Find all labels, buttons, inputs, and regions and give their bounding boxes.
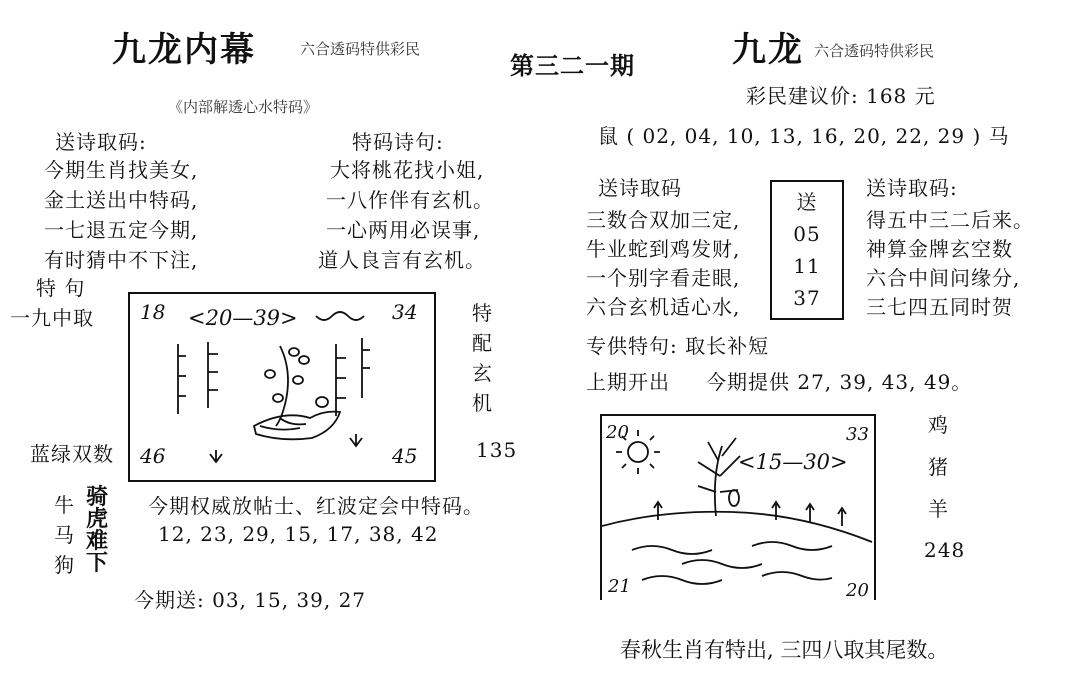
numbers-line: 12, 23, 29, 15, 17, 38, 42 (158, 522, 439, 546)
send-box-item: 送 (796, 190, 818, 214)
left-right-vertical (472, 298, 493, 418)
left-special-line: 一八作伴有玄机。 (326, 188, 494, 212)
left-poem-line: 今期生肖找美女, (44, 158, 199, 182)
animal-char: 牛 (54, 493, 75, 517)
left-box-corner: 46 (140, 444, 166, 468)
vertical-char: 特 (472, 301, 493, 325)
left-special-line: 道人良言有玄机。 (318, 248, 486, 272)
right-poem-right-line: 六合中间问缘分, (866, 266, 1021, 290)
right-title: 九龙 (732, 30, 804, 70)
left-poem-line: 一七退五定今期, (44, 218, 199, 242)
vertical-char: 配 (472, 331, 493, 355)
bold-char: 下 (86, 550, 110, 576)
send-box-item: 05 (793, 222, 821, 246)
send-box-item: 37 (793, 286, 821, 310)
right-sketch-drawing (602, 416, 874, 600)
right-box-corner: 21 (608, 576, 631, 597)
right-sketch-box (600, 414, 876, 600)
left-box-corner: 45 (392, 444, 418, 468)
left-right-number: 135 (476, 438, 518, 462)
left-special-line: 一心两用必误事, (326, 218, 481, 242)
right-poem-header-right: 送诗取码: (866, 176, 958, 200)
yijiu-label: 一九中取 (10, 306, 94, 330)
left-title-sub: 六合透码特供彩民 (300, 40, 421, 58)
right-poem-right-line: 得五中三二后来。 (866, 208, 1034, 232)
animal-char: 狗 (54, 553, 75, 577)
left-bold-column (86, 486, 109, 574)
left-subtitle: 《内部解透心水特码》 (168, 98, 319, 116)
bold-char: 虎 (86, 506, 110, 532)
right-box-corner: 33 (846, 424, 869, 445)
right-title-sub: 六合透码特供彩民 (814, 42, 935, 60)
right-box-corner: 20 (846, 580, 869, 601)
bottom-line: 春秋生肖有特出, 三四八取其尾数。 (620, 638, 949, 662)
vertical-char: 机 (472, 391, 493, 415)
issue-number: 第三二一期 (510, 51, 635, 80)
left-poem-line: 有时猜中不下注, (44, 248, 199, 272)
tejv-label: 特 句 (36, 276, 86, 300)
left-poem-header: 送诗取码: (55, 130, 147, 154)
animal-char: 马 (54, 523, 75, 547)
bold-char: 难 (86, 528, 110, 554)
animal-char: 鸡 (928, 413, 949, 437)
right-number: 248 (924, 538, 966, 562)
lanlv-label: 蓝绿双数 (30, 442, 114, 466)
send-box-item: 11 (793, 254, 821, 278)
left-box-corner: 18 (140, 300, 166, 324)
left-title: 九龙内幕 (112, 30, 256, 70)
right-poem-left-line: 六合玄机适心水, (586, 295, 741, 319)
right-poem-left-line: 一个别字看走眼, (586, 266, 741, 290)
right-poem-right-line: 神算金牌玄空数 (866, 237, 1013, 261)
authority-line: 今期权威放帖士、红波定会中特码。 (148, 494, 484, 518)
right-animal-column (928, 404, 949, 530)
send-box (770, 180, 844, 320)
vertical-char: 玄 (472, 361, 493, 385)
special-phrase: 专供特句: 取长补短 (586, 334, 770, 358)
this-issue-line: 今期提供 27, 39, 43, 49。 (706, 370, 973, 394)
send-line: 今期送: 03, 15, 39, 27 (134, 588, 367, 612)
price-line: 彩民建议价: 168 元 (746, 84, 936, 108)
mouse-line: 鼠 ( 02, 04, 10, 13, 16, 20, 22, 29 ) 马 (598, 124, 1010, 148)
right-poem-left-line: 三数合双加三定, (586, 208, 741, 232)
right-poem-right-line: 三七四五同时贺 (866, 295, 1013, 319)
right-poem-left-line: 牛业蛇到鸡发财, (586, 237, 741, 261)
left-animal-column (54, 490, 75, 580)
left-special-line: 大将桃花找小姐, (330, 158, 485, 182)
left-poem-line: 金土送出中特码, (44, 188, 199, 212)
right-poem-header-left: 送诗取码 (598, 176, 682, 200)
right-box-range: <15—30> (738, 450, 848, 474)
left-special-header: 特码诗句: (352, 130, 444, 154)
left-sketch-drawing (130, 294, 434, 480)
left-box-corner: 34 (392, 300, 418, 324)
left-sketch-box (128, 292, 436, 482)
bold-char: 骑 (86, 484, 110, 510)
last-issue-label: 上期开出 (586, 370, 670, 394)
left-box-range: <20—39> (188, 306, 298, 330)
right-box-corner: 20 (606, 422, 629, 443)
animal-char: 羊 (928, 497, 949, 521)
animal-char: 猪 (928, 455, 949, 479)
